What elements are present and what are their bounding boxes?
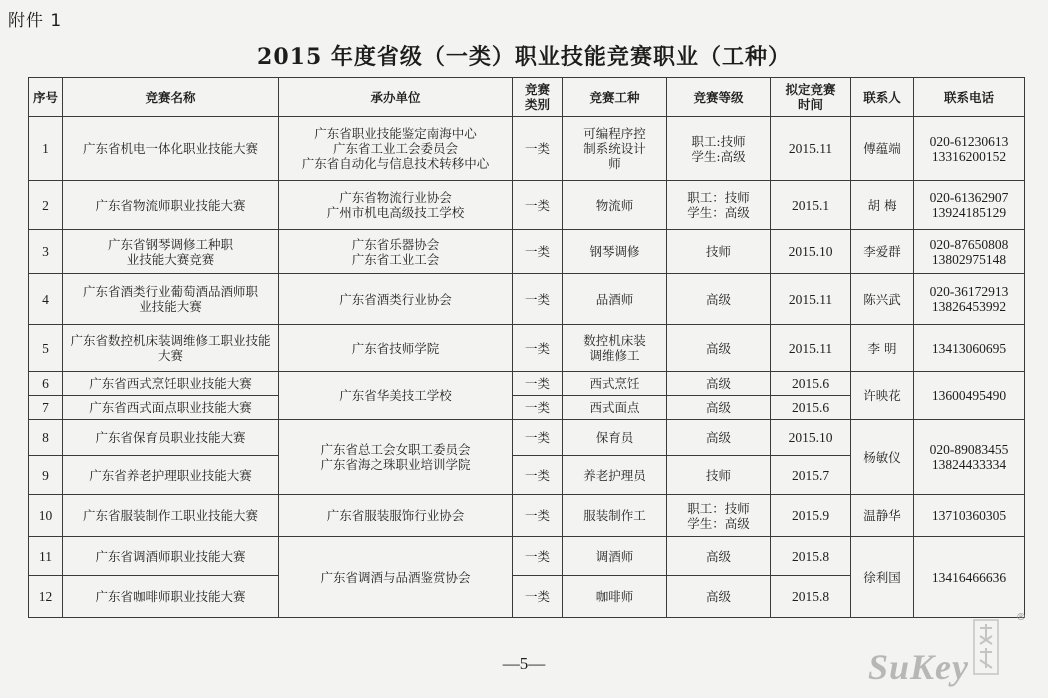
row-no: 7 bbox=[29, 396, 63, 420]
row-time: 2015.10 bbox=[771, 420, 851, 456]
row-name: 广东省西式烹饪职业技能大赛 bbox=[63, 372, 279, 396]
org-line: 广东省自动化与信息技术转移中心 bbox=[301, 156, 490, 171]
header-no: 序号 bbox=[29, 78, 63, 117]
phone-line: 13802975148 bbox=[931, 251, 1007, 267]
row-no: 10 bbox=[29, 495, 63, 537]
header-contact: 联系人 bbox=[851, 78, 914, 117]
org-line: 广东省海之珠职业培训学院 bbox=[320, 457, 471, 472]
row-name bbox=[63, 230, 279, 274]
row-phone: 13413060695 bbox=[914, 325, 1025, 372]
row-category: 一类 bbox=[513, 495, 563, 537]
phone-line: 13924185129 bbox=[931, 205, 1007, 220]
row-no: 11 bbox=[29, 537, 63, 576]
level-line: 职工:技师 bbox=[691, 133, 746, 149]
row-org bbox=[279, 420, 513, 495]
row-category: 一类 bbox=[513, 230, 563, 274]
attachment-label: 附件 1 bbox=[8, 11, 63, 31]
row-name: 广东省物流师职业技能大赛 bbox=[63, 181, 279, 230]
row-level: 高级 bbox=[667, 537, 771, 576]
header-name: 竞赛名称 bbox=[63, 78, 279, 117]
level-line: 学生：高级 bbox=[687, 205, 750, 220]
row-name-text: 广东省数控机床装调维修工职业技能大赛 bbox=[70, 333, 271, 363]
header-time bbox=[771, 78, 851, 117]
row-name: 广东省机电一体化职业技能大赛 bbox=[63, 117, 279, 181]
seal-stamp-icon bbox=[972, 618, 1000, 676]
table-row bbox=[29, 230, 1025, 274]
row-contact: 温静华 bbox=[851, 495, 914, 537]
table-row bbox=[29, 420, 1025, 456]
row-org bbox=[279, 181, 513, 230]
row-phone: 13710360305 bbox=[914, 495, 1025, 537]
header-trade: 竞赛工种 bbox=[563, 78, 667, 117]
row-category: 一类 bbox=[513, 274, 563, 325]
row-no: 2 bbox=[29, 181, 63, 230]
table-row bbox=[29, 495, 1025, 537]
row-trade: 品酒师 bbox=[563, 274, 667, 325]
row-category: 一类 bbox=[513, 372, 563, 396]
row-level: 高级 bbox=[667, 372, 771, 396]
row-name: 广东省西式面点职业技能大赛 bbox=[63, 396, 279, 420]
row-org bbox=[279, 117, 513, 181]
row-trade: 咖啡师 bbox=[563, 576, 667, 618]
row-trade: 西式烹饪 bbox=[563, 372, 667, 396]
header-category-text: 竞赛类别 bbox=[524, 82, 550, 112]
header-category bbox=[513, 78, 563, 117]
row-level bbox=[667, 181, 771, 230]
org-line: 广东省工业工会 bbox=[351, 251, 440, 267]
org-line: 广州市机电高级技工学校 bbox=[326, 205, 465, 220]
phone-line: 020-87650808 bbox=[929, 236, 1009, 252]
row-category: 一类 bbox=[513, 537, 563, 576]
row-contact: 李爱群 bbox=[851, 230, 914, 274]
row-phone bbox=[914, 274, 1025, 325]
row-trade-text: 数控机床装调维修工 bbox=[583, 333, 646, 363]
table-row bbox=[29, 181, 1025, 230]
row-time: 2015.8 bbox=[771, 537, 851, 576]
row-phone bbox=[914, 181, 1025, 230]
row-time: 2015.8 bbox=[771, 576, 851, 618]
row-level: 高级 bbox=[667, 274, 771, 325]
row-org: 广东省华美技工学校 bbox=[279, 372, 513, 420]
competition-table bbox=[28, 77, 1025, 618]
row-time: 2015.11 bbox=[771, 274, 851, 325]
row-level: 技师 bbox=[667, 456, 771, 495]
registered-icon: ® bbox=[1016, 612, 1026, 623]
row-org bbox=[279, 230, 513, 274]
row-category: 一类 bbox=[513, 576, 563, 618]
table-row bbox=[29, 372, 1025, 396]
row-name: 广东省咖啡师职业技能大赛 bbox=[63, 576, 279, 618]
row-contact: 陈兴武 bbox=[851, 274, 914, 325]
row-trade: 保育员 bbox=[563, 420, 667, 456]
phone-line: 020-36172913 bbox=[929, 284, 1009, 299]
row-org: 广东省调酒与品酒鉴赏协会 bbox=[279, 537, 513, 618]
phone-line: 13316200152 bbox=[931, 148, 1007, 164]
row-org: 广东省酒类行业协会 bbox=[279, 274, 513, 325]
row-name: 广东省服装制作工职业技能大赛 bbox=[63, 495, 279, 537]
row-trade-text: 可编程序控制系统设计师 bbox=[583, 126, 646, 171]
watermark-text: SuKey bbox=[868, 647, 970, 687]
row-level: 高级 bbox=[667, 325, 771, 372]
row-trade: 物流师 bbox=[563, 181, 667, 230]
row-phone: 13600495490 bbox=[914, 372, 1025, 420]
row-time: 2015.11 bbox=[771, 117, 851, 181]
row-contact: 杨敏仪 bbox=[851, 420, 914, 495]
row-category: 一类 bbox=[513, 420, 563, 456]
row-category: 一类 bbox=[513, 181, 563, 230]
row-name: 广东省养老护理职业技能大赛 bbox=[63, 456, 279, 495]
row-trade bbox=[563, 325, 667, 372]
row-phone: 13416466636 bbox=[914, 537, 1025, 618]
row-phone bbox=[914, 420, 1025, 495]
row-level bbox=[667, 117, 771, 181]
row-no: 8 bbox=[29, 420, 63, 456]
row-contact: 许映花 bbox=[851, 372, 914, 420]
row-time: 2015.6 bbox=[771, 372, 851, 396]
row-time: 2015.1 bbox=[771, 181, 851, 230]
row-category: 一类 bbox=[513, 456, 563, 495]
header-org: 承办单位 bbox=[279, 78, 513, 117]
header-time-text: 拟定竞赛时间 bbox=[785, 82, 836, 112]
table-row bbox=[29, 117, 1025, 181]
row-no: 12 bbox=[29, 576, 63, 618]
header-phone: 联系电话 bbox=[914, 78, 1025, 117]
row-contact: 徐利国 bbox=[851, 537, 914, 618]
level-line: 学生:高级 bbox=[691, 148, 746, 164]
row-no: 3 bbox=[29, 230, 63, 274]
row-trade: 调酒师 bbox=[563, 537, 667, 576]
row-phone bbox=[914, 117, 1025, 181]
row-name: 广东省调酒师职业技能大赛 bbox=[63, 537, 279, 576]
row-level bbox=[667, 495, 771, 537]
row-level: 高级 bbox=[667, 396, 771, 420]
org-line: 广东省总工会女职工委员会 bbox=[320, 442, 471, 457]
row-category: 一类 bbox=[513, 396, 563, 420]
row-org: 广东省服装服饰行业协会 bbox=[279, 495, 513, 537]
row-trade: 服装制作工 bbox=[563, 495, 667, 537]
row-name bbox=[63, 274, 279, 325]
page-title: 2015 年度省级（一类）职业技能竞赛职业（工种） bbox=[257, 44, 791, 70]
row-name: 广东省保育员职业技能大赛 bbox=[63, 420, 279, 456]
row-no: 1 bbox=[29, 117, 63, 181]
row-no: 5 bbox=[29, 325, 63, 372]
table-row bbox=[29, 325, 1025, 372]
row-level: 高级 bbox=[667, 420, 771, 456]
row-org: 广东省技师学院 bbox=[279, 325, 513, 372]
row-trade: 钢琴调修 bbox=[563, 230, 667, 274]
org-line: 广东省工业工会委员会 bbox=[332, 141, 458, 156]
row-level: 高级 bbox=[667, 576, 771, 618]
phone-line: 020-89083455 bbox=[929, 442, 1009, 457]
row-time: 2015.9 bbox=[771, 495, 851, 537]
org-line: 广东省职业技能鉴定南海中心 bbox=[314, 126, 477, 141]
org-line: 广东省物流行业协会 bbox=[339, 190, 452, 205]
level-line: 职工：技师 bbox=[687, 500, 750, 516]
row-no: 6 bbox=[29, 372, 63, 396]
row-no: 9 bbox=[29, 456, 63, 495]
row-time: 2015.11 bbox=[771, 325, 851, 372]
row-category: 一类 bbox=[513, 117, 563, 181]
phone-line: 020-61362907 bbox=[929, 190, 1009, 205]
table-row bbox=[29, 274, 1025, 325]
row-name bbox=[63, 325, 279, 372]
level-line: 职工：技师 bbox=[687, 190, 750, 205]
row-trade: 养老护理员 bbox=[563, 456, 667, 495]
row-contact: 胡 梅 bbox=[851, 181, 914, 230]
row-time: 2015.7 bbox=[771, 456, 851, 495]
row-time: 2015.6 bbox=[771, 396, 851, 420]
row-no: 4 bbox=[29, 274, 63, 325]
phone-line: 13824433334 bbox=[931, 457, 1007, 472]
table-row bbox=[29, 537, 1025, 576]
table-header-row bbox=[29, 78, 1025, 117]
page-number: —5— bbox=[502, 654, 546, 673]
row-level: 技师 bbox=[667, 230, 771, 274]
phone-line: 020-61230613 bbox=[929, 133, 1009, 149]
header-level: 竞赛等级 bbox=[667, 78, 771, 117]
row-phone bbox=[914, 230, 1025, 274]
row-trade bbox=[563, 117, 667, 181]
row-name-text: 广东省酒类行业葡萄酒品酒师职业技能大赛 bbox=[82, 284, 258, 314]
row-time: 2015.10 bbox=[771, 230, 851, 274]
row-name-text: 广东省钢琴调修工种职业技能大赛竞赛 bbox=[107, 236, 233, 267]
org-line: 广东省乐器协会 bbox=[351, 236, 440, 252]
row-contact: 傅蕴端 bbox=[851, 117, 914, 181]
row-contact: 李 明 bbox=[851, 325, 914, 372]
row-category: 一类 bbox=[513, 325, 563, 372]
phone-line: 13826453992 bbox=[931, 299, 1007, 314]
row-trade: 西式面点 bbox=[563, 396, 667, 420]
sukey-watermark-logo bbox=[868, 612, 1026, 690]
level-line: 学生：高级 bbox=[687, 515, 750, 531]
